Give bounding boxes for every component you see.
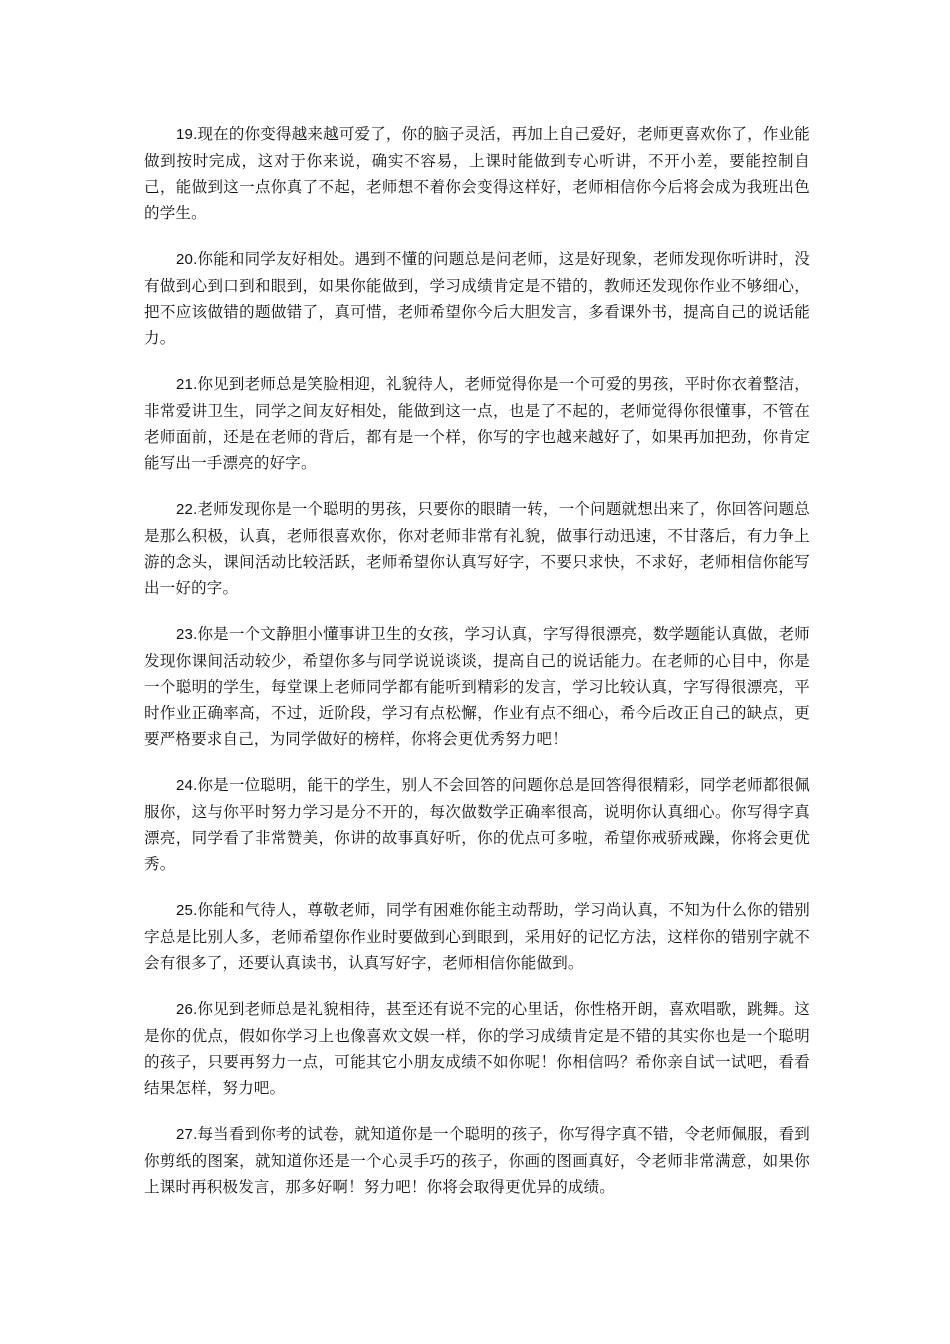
paragraph-text: 现在的你变得越来越可爱了，你的脑子灵活，再加上自己爱好，老师更喜欢你了，作业能做到按时完成，这对于你来说，确实不容易，上课时能做到专心听讲，不开小差，要能控制自己，能做到这一点你真了不起，老师想不着你会变得这样好，老师相信你今后将会成为我班出色的学生。	[144, 125, 810, 222]
paragraph-number: 19.	[176, 126, 198, 143]
paragraph-text: 你见到老师总是笑脸相迎，礼貌待人，老师觉得你是一个可爱的男孩，平时你衣着整洁，非常爱讲卫生，同学之间友好相处，能做到这一点，也是了不起的，老师觉得你很懂事，不管在老师面前，还是在老师的背后，都有是一个样，你写的字也越来越好了，如果再加把劲，你肯定能写出一手漂亮的好字。	[144, 375, 810, 472]
paragraph-20	[144, 246, 810, 351]
paragraph-number: 21.	[176, 376, 198, 393]
paragraph-number: 27.	[176, 1126, 198, 1143]
paragraph-19	[144, 121, 810, 226]
paragraph-number: 23.	[176, 626, 198, 643]
paragraph-26	[144, 996, 810, 1101]
paragraph-22	[144, 496, 810, 601]
paragraph-number: 26.	[176, 1001, 198, 1018]
paragraph-text: 你见到老师总是礼貌相待，甚至还有说不完的心里话，你性格开朗，喜欢唱歌，跳舞。这是你的优点，假如你学习上也像喜欢文娱一样，你的学习成绩肯定是不错的其实你也是一个聪明的孩子，只要再努力一点，可能其它小朋友成绩不如你呢！你相信吗？希你亲自试一试吧，看看结果怎样，努力吧。	[144, 1000, 810, 1097]
document-body	[144, 121, 810, 1220]
paragraph-number: 22.	[176, 501, 198, 518]
paragraph-number: 24.	[176, 777, 198, 794]
paragraph-text: 你能和同学友好相处。遇到不懂的问题总是问老师，这是好现象，老师发现你听讲时，没有做到心到口到和眼到，如果你能做到，学习成绩肯定是不错的，教师还发现你作业不够细心，把不应该做错的题做错了，真可惜，老师希望你今后大胆发言，多看课外书，提高自己的说话能力。	[144, 250, 810, 347]
paragraph-number: 20.	[176, 251, 198, 268]
paragraph-text: 每当看到你考的试卷，就知道你是一个聪明的孩子，你写得字真不错，令老师佩服，看到你剪纸的图案，就知道你还是一个心灵手巧的孩子，你画的图画真好，令老师非常满意，如果你上课时再积极发言，那多好啊！努力吧！你将会取得更优异的成绩。	[144, 1125, 810, 1196]
paragraph-text: 老师发现你是一个聪明的男孩，只要你的眼睛一转，一个问题就想出来了，你回答问题总是那么积极，认真，老师很喜欢你，你对老师非常有礼貌，做事行动迅速，不甘落后，有力争上游的念头，课间活动比较活跃，老师希望你认真写好字，不要只求快，不求好，老师相信你能写出一好的字。	[144, 500, 810, 597]
paragraph-number: 25.	[176, 902, 198, 919]
paragraph-text: 你能和气待人，尊敬老师，同学有困难你能主动帮助，学习尚认真，不知为什么你的错别字总是比别人多，老师希望你作业时要做到心到眼到，采用好的记忆方法，这样你的错别字就不会有很多了，还要认真读书，认真写好字，老师相信你能做到。	[144, 901, 810, 972]
paragraph-21	[144, 371, 810, 476]
paragraph-25	[144, 897, 810, 976]
paragraph-27	[144, 1121, 810, 1200]
paragraph-23	[144, 621, 810, 752]
paragraph-24	[144, 772, 810, 877]
paragraph-text: 你是一个文静胆小懂事讲卫生的女孩，学习认真，字写得很漂亮，数学题能认真做，老师发现你课间活动较少，希望你多与同学说说谈谈，提高自己的说话能力。在老师的心目中，你是一个聪明的学生，每堂课上老师同学都有能听到精彩的发言，学习比较认真，字写得很漂亮，平时作业正确率高，不过，近阶段，学习有点松懈，作业有点不细心，希今后改正自己的缺点，更要严格要求自己，为同学做好的榜样，你将会更优秀努力吧！	[144, 625, 810, 748]
paragraph-text: 你是一位聪明，能干的学生，别人不会回答的问题你总是回答得很精彩，同学老师都很佩服你，这与你平时努力学习是分不开的，每次做数学正确率很高，说明你认真细心。你写得字真漂亮，同学看了非常赞美，你讲的故事真好听，你的优点可多啦，希望你戒骄戒躁，你将会更优秀。	[144, 776, 810, 873]
